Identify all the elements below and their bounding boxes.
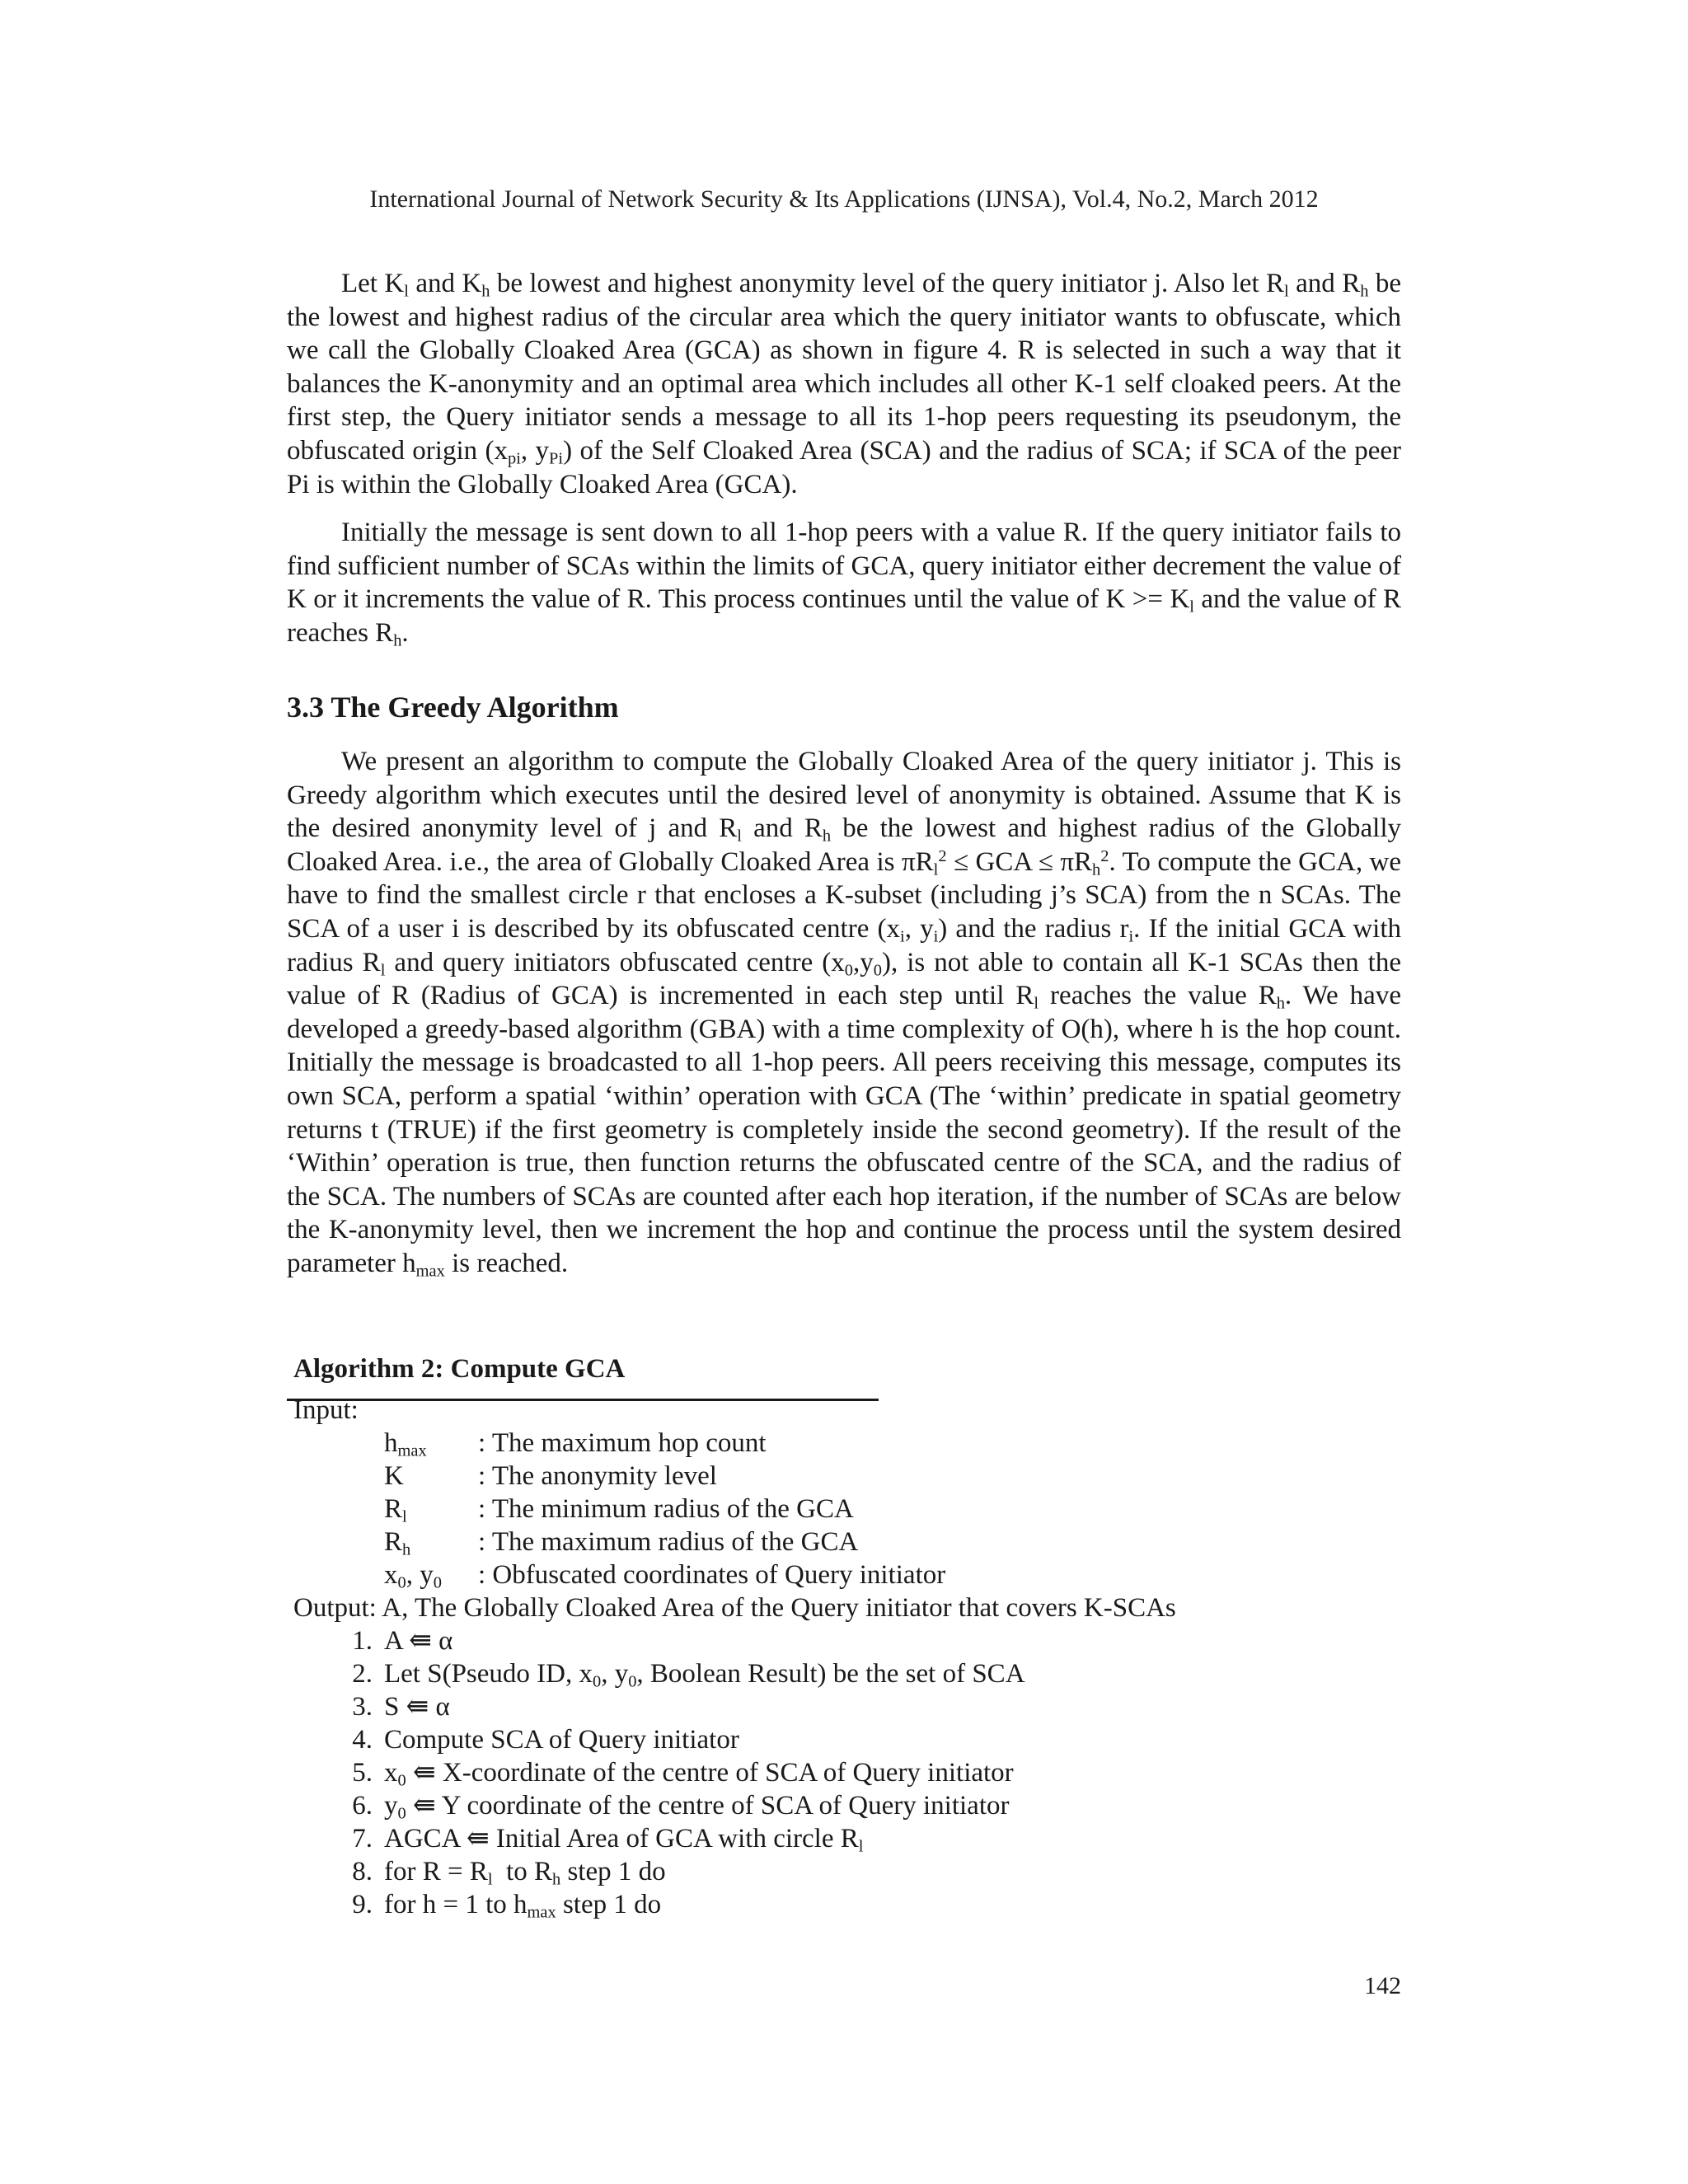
paragraph-anonymity-levels: Let $K_l$ and $K_h$ be lowest and highest anonymity level of the query initiator j. Also let $R_l$ and $R_h$ be the lowest and highest radius of the circular area which the query initiator wants to obfuscate, which we call the Globally Cloaked Area (GCA) as shown in figure 4. R is selected in such a way that it balances the K-anonymity and an optimal area which includes all other K-1 self cloaked peers. At the first step, the Query initiator sends a message to all its 1-hop peers requesting its pseudonym, the obfuscated origin ($x_{pi}$, $y_{Pi}$) of the Self Cloaked Area (SCA) and the radius of SCA; if SCA of the peer Pi is within the Globally Cloaked Area (GCA). <box>287 269 1401 499</box>
paragraph-initial-message: Initially the message is sent down to all 1-hop peers with a value R. If the query initiator fails to find sufficient number of SCAs within the limits of GCA, query initiator either decrement the value of K or it increments the value of R. This process continues until the value of $K >= K_l$ and the value of R reaches $R_h$. <box>287 518 1401 650</box>
algorithm-input-label: Input: <box>293 1395 359 1425</box>
step-number: 2. <box>352 1659 373 1689</box>
input-symbol-hmax: $h_{max}$ <box>384 1428 427 1460</box>
step-6: $y_0$ ⇚ Y coordinate of the centre of SCA of Query initiator <box>384 1791 1010 1823</box>
algorithm-title: Algorithm 2: Compute GCA <box>293 1354 626 1384</box>
step-number: 8. <box>352 1857 373 1886</box>
page-number: 142 <box>1364 1972 1401 1999</box>
step-1: A ⇚ α <box>384 1626 453 1656</box>
step-7: AGCA ⇚ Initial Area of GCA with circle $R_l$ <box>384 1824 864 1856</box>
input-desc-hmax: : The maximum hop count <box>478 1428 767 1458</box>
left-arrow-icon: ⇚ <box>412 1791 436 1821</box>
input-symbol-rl: $R_l$ <box>384 1494 407 1526</box>
running-header: International Journal of Network Security & Its Applications (IJNSA), Vol.4, No.2, March 2012 <box>369 185 1319 213</box>
left-arrow-icon: ⇚ <box>412 1758 436 1788</box>
step-8: for $R = R_l$ to $R_h$ step 1 do <box>384 1857 666 1889</box>
step-5: $x_0$ ⇚ X-coordinate of the centre of SCA of Query initiator <box>384 1758 1014 1790</box>
step-3: S ⇚ α <box>384 1692 450 1722</box>
input-symbol-xy: $x_0$, $y_0$ <box>384 1560 442 1592</box>
step-number: 9. <box>352 1890 373 1919</box>
input-symbol-k: K <box>384 1461 404 1491</box>
paragraph-greedy-algorithm: We present an algorithm to compute the Globally Cloaked Area of the query initiator j. This is Greedy algorithm which executes until the desired level of anonymity is obtained. Assume that K is the desired anonymity level of j and $R_l$ and $R_h$ be the lowest and highest radius of the Globally Cloaked Area. i.e., the area of Globally Cloaked Area is $\pi R_l^2$ ≤ GCA ≤ $\pi R_h^2$. To compute the GCA, we have to find the smallest circle r that encloses a K-subset (including j’s SCA) from the n SCAs. The SCA of a user i is described by its obfuscated centre ($x_i$, $y_i$) and the radius $r_i$. If the initial GCA with radius $R_l$ and query initiators obfuscated centre $(x_0,y_0)$, is not able to contain all K-1 SCAs then the value of R (Radius of GCA) is incremented in each step until $R_l$ reaches the value $R_h$. We have developed a greedy-based algorithm (GBA) with a time complexity of O(h), where h is the hop count. Initially the message is broadcasted to all 1-hop peers. All peers receiving this message, computes its own SCA, perform a spatial ‘within’ operation with GCA (The ‘within’ predicate in spatial geometry returns t (TRUE) if the first geometry is completely inside the second geometry). If the result of the ‘Within’ operation is true, then function returns the obfuscated centre of the SCA, and the radius of the SCA. The numbers of SCAs are counted after each hop iteration, if the number of SCAs are below the K-anonymity level, then we increment the hop and continue the process until the system desired parameter $h_{max}$ is reached. <box>287 747 1402 1281</box>
step-2: Let S(Pseudo ID, $x_0$, $y_0$, Boolean Result) be the set of SCA <box>384 1659 1025 1691</box>
left-arrow-icon: ⇚ <box>409 1626 432 1656</box>
input-symbol-rh: $R_h$ <box>384 1527 411 1559</box>
step-number: 6. <box>352 1791 373 1821</box>
section-heading: 3.3 The Greedy Algorithm <box>287 691 619 724</box>
input-desc-rl: : The minimum radius of the GCA <box>478 1494 854 1524</box>
step-number: 3. <box>352 1692 373 1722</box>
input-desc-rh: : The maximum radius of the GCA <box>478 1527 859 1557</box>
left-arrow-icon: ⇚ <box>406 1692 429 1722</box>
step-number: 4. <box>352 1725 373 1755</box>
input-desc-k: : The anonymity level <box>478 1461 717 1491</box>
step-number: 7. <box>352 1824 373 1854</box>
algorithm-title-rule <box>287 1399 879 1401</box>
step-number: 5. <box>352 1758 373 1788</box>
step-4: Compute SCA of Query initiator <box>384 1725 739 1755</box>
step-number: 1. <box>352 1626 373 1656</box>
left-arrow-icon: ⇚ <box>466 1824 490 1854</box>
step-9: for h = 1 to $h_{max}$ step 1 do <box>384 1890 662 1922</box>
input-desc-xy: : Obfuscated coordinates of Query initiator <box>478 1560 946 1590</box>
algorithm-output: Output: A, The Globally Cloaked Area of the Query initiator that covers K-SCAs <box>293 1593 1176 1623</box>
